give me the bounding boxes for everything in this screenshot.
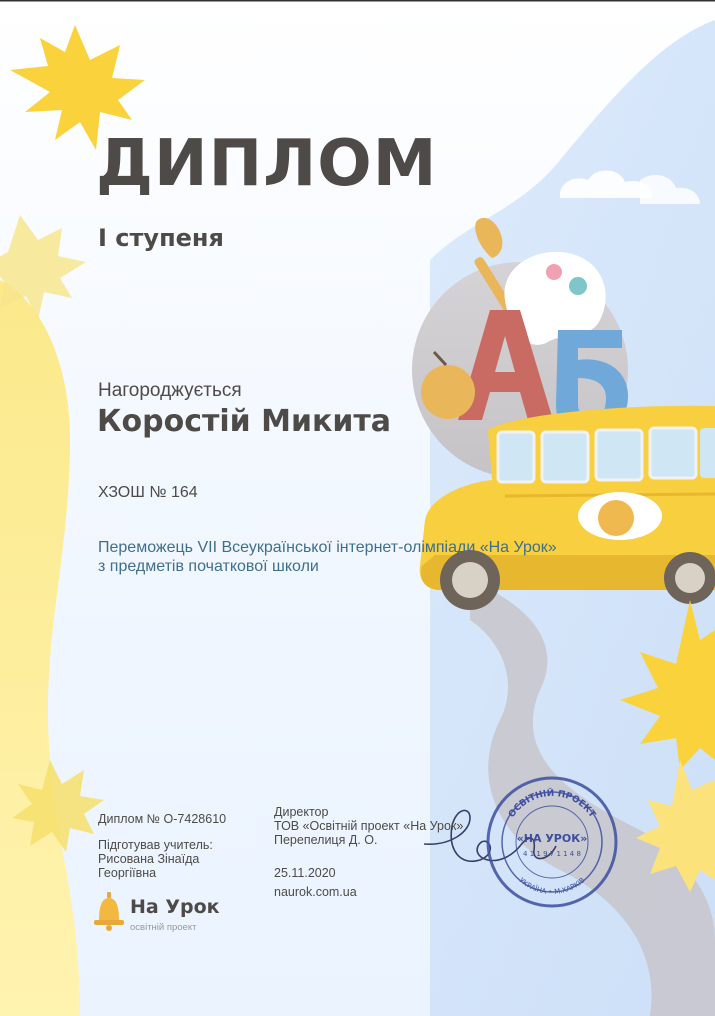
recipient-name: Коростій Микита [97, 404, 392, 439]
company-name: ТОВ «Освітній проект «На Урок» [274, 819, 464, 833]
stamp-code: 4 1 1 9 7 1 1 4 8 [523, 850, 581, 858]
svg-text:ОСВІТНІЙ ПРОЕКТ [507, 787, 597, 820]
teacher-block [98, 838, 268, 880]
logo-name: На Урок [130, 896, 220, 918]
svg-text:УКРАЇНА • М.ХАРКІВ [518, 876, 587, 896]
diploma-title: ДИПЛОМ [96, 127, 438, 201]
naurok-logo [92, 892, 232, 938]
website-link[interactable]: naurok.com.ua [274, 885, 357, 899]
director-label: Директор [274, 805, 329, 819]
logo-subtitle: освітній проект [130, 922, 197, 933]
achievement-line-2: з предметів початкової школи [98, 558, 319, 575]
director-name: Перепелиця Д. О. [274, 833, 378, 847]
awarded-label: Нагороджується [98, 380, 242, 401]
issue-date: 25.11.2020 [274, 866, 336, 880]
stamp-text [486, 776, 618, 908]
stamp-top-text: ОСВІТНІЙ ПРОЕКТ [507, 788, 597, 820]
prepared-label: Підготував учитель: [98, 838, 213, 852]
director-block [274, 805, 494, 847]
stamp-bottom-text: УКРАЇНА • М.ХАРКІВ [517, 876, 587, 897]
achievement-line-1: Переможець VII Всеукраїнської інтернет-олімпіади «На Урок» [98, 539, 557, 556]
top-border [0, 0, 715, 2]
yellow-wave [0, 280, 80, 1016]
school-name: ХЗОШ № 164 [98, 484, 198, 501]
diploma-degree: І ступеня [98, 224, 224, 252]
teacher-name-line-1: Рисована Зінаїда [98, 852, 200, 866]
bell-icon [92, 892, 126, 932]
diploma-number: Диплом № О-7428610 [98, 812, 227, 826]
teacher-name-line-2: Георгіївна [98, 866, 157, 880]
achievement-text [98, 538, 658, 576]
stamp-center-text: «НА УРОК» [516, 832, 588, 845]
